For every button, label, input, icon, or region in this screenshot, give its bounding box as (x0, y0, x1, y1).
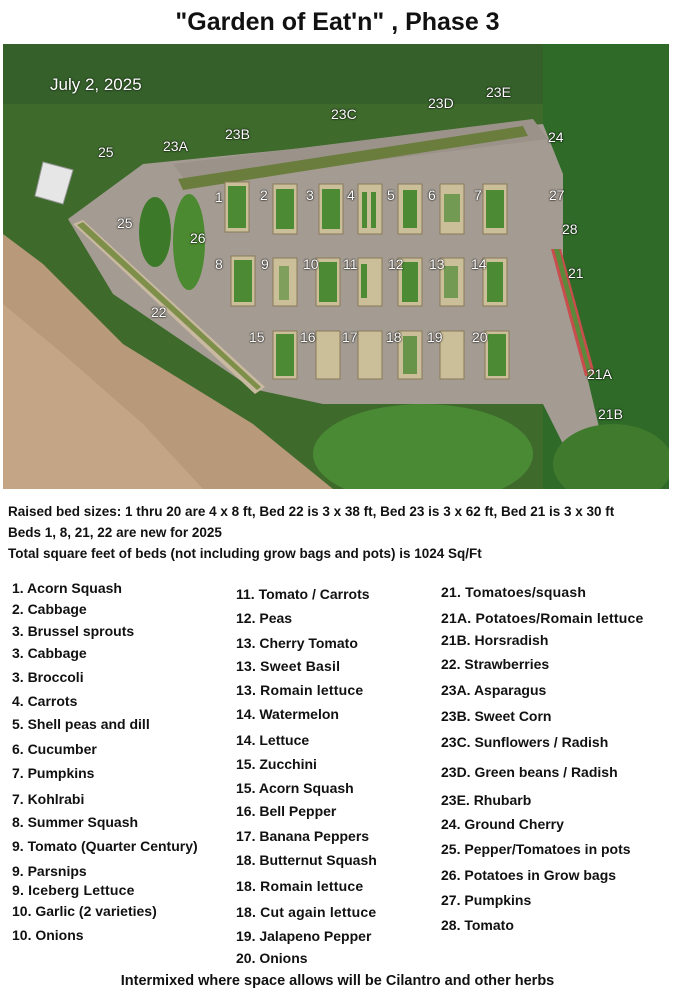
list-item: 21B. Horsradish (441, 632, 549, 648)
bed-label: 19 (427, 329, 443, 345)
bed-label: 13 (429, 256, 445, 272)
total-area-info: Total square feet of beds (not including grow bags and pots) is 1024 Sq/Ft (8, 546, 482, 561)
bed-label: 7 (474, 187, 482, 203)
bed-label: 23C (331, 106, 357, 122)
list-item: 27. Pumpkins (441, 892, 532, 908)
list-item: 2. Cabbage (12, 601, 87, 617)
bed-label: 22 (151, 304, 167, 320)
list-item: 26. Potatoes in Grow bags (441, 867, 617, 883)
list-item: 13. Cherry Tomato (236, 635, 358, 651)
list-item: 23D. Green beans / Radish (441, 764, 618, 780)
bed-label: 8 (215, 256, 223, 272)
page-title: "Garden of Eat'n" , Phase 3 (175, 8, 500, 36)
photo-date: July 2, 2025 (50, 75, 142, 94)
list-item: 4. Carrots (12, 693, 78, 709)
list-item: 9. Parsnips (12, 863, 87, 879)
bed-label: 18 (386, 329, 402, 345)
list-item: 5. Shell peas and dill (12, 716, 150, 732)
list-item: 10. Onions (12, 927, 84, 943)
bed-label: 28 (562, 221, 578, 237)
bed-label: 12 (388, 256, 404, 272)
list-item: 10. Garlic (2 varieties) (12, 903, 157, 919)
list-item: 7. Pumpkins (12, 765, 95, 781)
list-item: 6. Cucumber (12, 741, 97, 757)
bed-label: 15 (249, 329, 265, 345)
bed-label: 11 (343, 256, 358, 272)
bed-label: 3 (306, 187, 314, 203)
bed-sizes-info: Raised bed sizes: 1 thru 20 are 4 x 8 ft, Bed 22 is 3 x 38 ft, Bed 23 is 3 x 62 ft, Bed 21 is 3 x 30 ft (8, 504, 615, 519)
list-item: 12. Peas (236, 610, 293, 626)
bed-label: 17 (342, 329, 358, 345)
bed-label: 16 (300, 329, 316, 345)
list-item: 3. Brussel sprouts (12, 623, 135, 639)
list-item: 23C. Sunflowers / Radish (441, 734, 609, 750)
list-item: 16. Bell Pepper (236, 803, 337, 819)
list-item: 15. Acorn Squash (236, 780, 354, 796)
new-beds-info: Beds 1, 8, 21, 22 are new for 2025 (8, 525, 222, 540)
list-item: 21A. Potatoes/Romain lettuce (441, 610, 644, 626)
list-item: 17. Banana Peppers (236, 828, 370, 844)
list-item: 11. Tomato / Carrots (236, 586, 370, 602)
list-item: 7. Kohlrabi (12, 791, 85, 807)
list-item: 3. Broccoli (12, 669, 84, 685)
list-item: 23B. Sweet Corn (441, 708, 552, 724)
bed-label: 5 (387, 187, 395, 203)
bed-label: 25 (117, 215, 133, 231)
list-item: 25. Pepper/Tomatoes in pots (441, 841, 631, 857)
bed-label: 26 (190, 230, 206, 246)
list-item: 13. Sweet Basil (236, 658, 341, 674)
bed-label: 2 (260, 187, 268, 203)
bed-label: 10 (303, 256, 319, 272)
bed-label: 21 (568, 265, 584, 281)
bed-label: 23D (428, 95, 454, 111)
list-item: 14. Lettuce (236, 732, 310, 748)
list-item: 18. Butternut Squash (236, 852, 377, 868)
bed-label: 27 (549, 187, 565, 203)
footer-note: Intermixed where space allows will be Cilantro and other herbs (120, 973, 555, 989)
list-item: 21. Tomatoes/squash (441, 584, 587, 600)
list-item: 23E. Rhubarb (441, 792, 532, 808)
bed-label: 6 (428, 187, 436, 203)
bed-label: 21A (587, 366, 612, 382)
bed-label: 20 (472, 329, 488, 345)
list-item: 3. Cabbage (12, 645, 87, 661)
list-item: 19. Jalapeno Pepper (236, 928, 372, 944)
bed-label: 23B (225, 126, 250, 142)
list-item: 9. Iceberg Lettuce (12, 882, 135, 898)
garden-aerial-photo (3, 44, 669, 489)
bed-label: 23A (163, 138, 188, 154)
bed-label: 21B (598, 406, 623, 422)
bed-label: 9 (261, 256, 269, 272)
bed-label: 1 (215, 189, 223, 205)
list-item: 28. Tomato (441, 917, 514, 933)
list-item: 18. Romain lettuce (236, 878, 364, 894)
list-item: 22. Strawberries (441, 656, 550, 672)
bed-label: 25 (98, 144, 114, 160)
list-item: 14. Watermelon (236, 706, 339, 722)
bed-label: 14 (471, 256, 487, 272)
list-item: 15. Zucchini (236, 756, 317, 772)
bed-label: 23E (486, 84, 511, 100)
list-item: 20. Onions (236, 950, 308, 966)
list-item: 23A. Asparagus (441, 682, 547, 698)
list-item: 24. Ground Cherry (441, 816, 564, 832)
bed-label: 4 (347, 187, 355, 203)
bed-label: 24 (548, 129, 564, 145)
list-item: 13. Romain lettuce (236, 682, 364, 698)
list-item: 9. Tomato (Quarter Century) (12, 838, 198, 854)
list-item: 8. Summer Squash (12, 814, 139, 830)
list-item: 18. Cut again lettuce (236, 904, 377, 920)
list-item: 1. Acorn Squash (12, 580, 122, 596)
